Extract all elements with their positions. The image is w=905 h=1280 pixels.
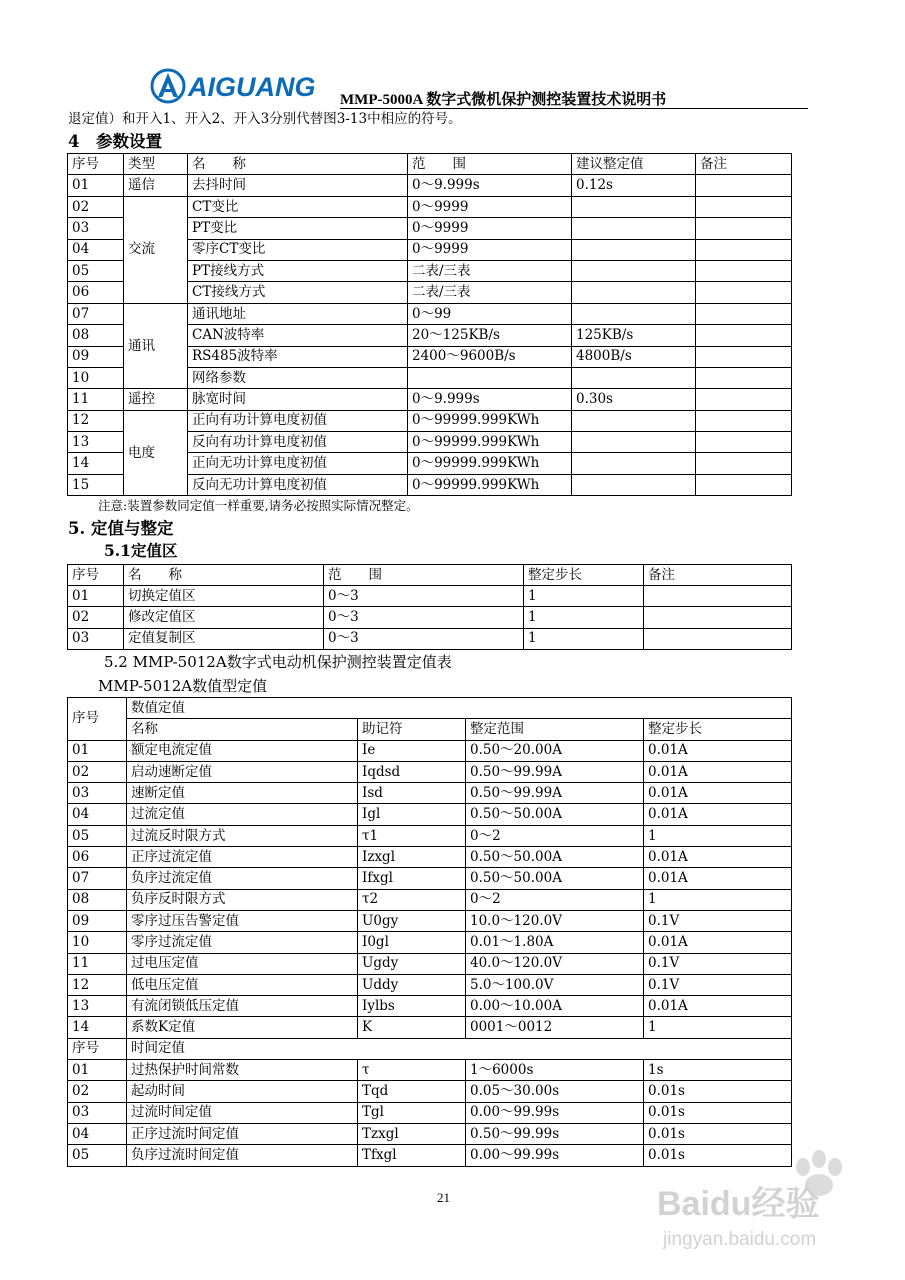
suggested-value-cell <box>572 367 696 388</box>
suggested-value-cell: 0.12s <box>572 175 696 196</box>
range-cell: 0～9.999s <box>408 389 572 410</box>
suggested-value-cell <box>572 410 696 431</box>
name-cell: 额定电流定值 <box>127 740 358 761</box>
range-cell: 0～2 <box>466 889 644 910</box>
type-cell: 交流 <box>124 196 188 303</box>
step-cell: 0.1V <box>644 974 792 995</box>
remark-cell <box>696 303 792 324</box>
type-cell: 遥控 <box>124 389 188 410</box>
remark-cell <box>696 196 792 217</box>
row-number: 13 <box>68 432 124 453</box>
mnemonic-cell: τ2 <box>358 889 466 910</box>
row-number: 03 <box>68 783 127 804</box>
step-cell: 0.01A <box>644 740 792 761</box>
row-number: 09 <box>68 910 127 931</box>
range-cell: 0.50～99.99s <box>466 1123 644 1144</box>
column-header: 序号 <box>68 154 124 175</box>
suggested-value-cell <box>572 260 696 281</box>
watermark-brand: Baidu经验 <box>657 1185 820 1223</box>
step-cell: 0.01s <box>644 1081 792 1102</box>
table-header-row <box>68 154 792 175</box>
step-cell: 0.01A <box>644 761 792 782</box>
table-row <box>68 1102 792 1123</box>
column-header: 助记符 <box>358 719 466 740</box>
remark-cell <box>644 628 792 649</box>
row-number: 01 <box>68 175 124 196</box>
range-cell: 0.00～99.99s <box>466 1102 644 1123</box>
table-row <box>68 974 792 995</box>
row-number: 15 <box>68 474 124 495</box>
column-header: 备注 <box>696 154 792 175</box>
table-row <box>68 889 792 910</box>
name-cell: CT变比 <box>188 196 408 217</box>
name-cell: CT接线方式 <box>188 282 408 303</box>
name-cell: 起动时间 <box>127 1081 358 1102</box>
group-header: 时间定值 <box>127 1038 792 1059</box>
row-number: 07 <box>68 303 124 324</box>
row-number: 08 <box>68 889 127 910</box>
range-cell: 0001～0012 <box>466 1017 644 1038</box>
section-5-1-heading: 5.1定值区 <box>104 541 178 560</box>
mnemonic-cell: Ugdy <box>358 953 466 974</box>
name-cell: 负序反时限方式 <box>127 889 358 910</box>
name-cell: 有流闭锁低压定值 <box>127 996 358 1017</box>
name-cell: 正序过流时间定值 <box>127 1123 358 1144</box>
range-cell: 0～3 <box>324 607 524 628</box>
mnemonic-cell: Iylbs <box>358 996 466 1017</box>
remark-cell <box>696 474 792 495</box>
remark-cell <box>696 453 792 474</box>
column-header: 整定范围 <box>466 719 644 740</box>
step-cell: 1 <box>644 825 792 846</box>
mnemonic-cell: Isd <box>358 783 466 804</box>
remark-cell <box>696 410 792 431</box>
type-cell: 电度 <box>124 410 188 496</box>
suggested-value-cell <box>572 218 696 239</box>
range-cell: 0.50～99.99A <box>466 761 644 782</box>
column-header: 整定步长 <box>524 565 644 586</box>
name-cell: 过电压定值 <box>127 953 358 974</box>
table-row <box>68 607 792 628</box>
row-number: 08 <box>68 325 124 346</box>
column-header: 备注 <box>644 565 792 586</box>
mnemonic-cell: K <box>358 1017 466 1038</box>
section-5-2-subheading: MMP-5012A数值型定值 <box>98 677 268 695</box>
row-number: 02 <box>68 761 127 782</box>
remark-cell <box>644 586 792 607</box>
name-cell: 过流反时限方式 <box>127 825 358 846</box>
table-row <box>68 783 792 804</box>
name-cell: 过流定值 <box>127 804 358 825</box>
name-cell: 正序过流定值 <box>127 847 358 868</box>
name-cell: PT变比 <box>188 218 408 239</box>
mnemonic-cell: Uddy <box>358 974 466 995</box>
mnemonic-cell: U0gy <box>358 910 466 931</box>
range-cell: 0.01～1.80A <box>466 932 644 953</box>
column-header: 名称 <box>127 719 358 740</box>
name-cell: 反向无功计算电度初值 <box>188 474 408 495</box>
range-cell: 0～3 <box>324 586 524 607</box>
column-header: 整定步长 <box>644 719 792 740</box>
table-row <box>68 1123 792 1144</box>
name-cell: 切换定值区 <box>124 586 324 607</box>
group-header: 数值定值 <box>127 698 792 719</box>
range-cell <box>408 367 572 388</box>
name-cell: 去抖时间 <box>188 175 408 196</box>
row-number: 01 <box>68 1060 127 1081</box>
range-cell: 0.50～50.00A <box>466 868 644 889</box>
name-cell: 修改定值区 <box>124 607 324 628</box>
remark-cell <box>696 346 792 367</box>
suggested-value-cell <box>572 453 696 474</box>
name-cell: PT接线方式 <box>188 260 408 281</box>
row-number: 05 <box>68 1145 127 1166</box>
table-row <box>68 847 792 868</box>
range-cell: 0.05～30.00s <box>466 1081 644 1102</box>
step-cell: 1s <box>644 1060 792 1081</box>
range-cell: 0～99999.999KWh <box>408 453 572 474</box>
range-cell: 0～99 <box>408 303 572 324</box>
row-number: 02 <box>68 1081 127 1102</box>
section-5-2-heading: 5.2 MMP-5012A数字式电动机保护测控装置定值表 <box>104 653 452 671</box>
column-header: 名 称 <box>124 565 324 586</box>
type-cell: 遥信 <box>124 175 188 196</box>
range-cell: 0～2 <box>466 825 644 846</box>
step-cell: 1 <box>644 889 792 910</box>
name-cell: 正向无功计算电度初值 <box>188 453 408 474</box>
mnemonic-cell: I0gl <box>358 932 466 953</box>
table-row <box>68 196 792 217</box>
name-cell: 低电压定值 <box>127 974 358 995</box>
row-number: 14 <box>68 1017 127 1038</box>
name-cell: 网络参数 <box>188 367 408 388</box>
remark-cell <box>696 389 792 410</box>
range-cell: 0～99999.999KWh <box>408 410 572 431</box>
page-number: 21 <box>437 1190 450 1205</box>
parameter-table <box>67 153 792 496</box>
motor-setting-table <box>67 697 792 1167</box>
table-row <box>68 953 792 974</box>
row-number: 05 <box>68 260 124 281</box>
table-row <box>68 910 792 931</box>
name-cell: 负序过流时间定值 <box>127 1145 358 1166</box>
range-cell: 5.0～100.0V <box>466 974 644 995</box>
document-title: MMP-5000A 数字式微机保护测控装置技术说明书 <box>340 92 667 108</box>
row-number: 04 <box>68 1123 127 1144</box>
range-cell: 0～9999 <box>408 196 572 217</box>
logo-wordmark: AIGUANG <box>188 72 316 102</box>
range-cell: 0～9.999s <box>408 175 572 196</box>
range-cell: 10.0～120.0V <box>466 910 644 931</box>
suggested-value-cell <box>572 239 696 260</box>
section-5-heading: 5. 定值与整定 <box>68 519 174 538</box>
row-number: 01 <box>68 740 127 761</box>
table-row <box>68 586 792 607</box>
remark-cell <box>696 325 792 346</box>
name-cell: 零序过流定值 <box>127 932 358 953</box>
baidu-watermark <box>655 1145 845 1255</box>
mnemonic-cell: Ie <box>358 740 466 761</box>
column-header: 序号 <box>68 1038 127 1059</box>
row-number: 11 <box>68 953 127 974</box>
step-cell: 0.1V <box>644 910 792 931</box>
name-cell: 脉宽时间 <box>188 389 408 410</box>
logo-emblem-icon <box>152 70 184 102</box>
step-cell: 0.01A <box>644 783 792 804</box>
step-cell: 0.01A <box>644 932 792 953</box>
group-header-row <box>68 1038 792 1059</box>
remark-cell <box>696 260 792 281</box>
name-cell: 系数K定值 <box>127 1017 358 1038</box>
suggested-value-cell <box>572 196 696 217</box>
table-row <box>68 740 792 761</box>
column-header: 序号 <box>68 698 127 741</box>
step-cell: 0.01A <box>644 996 792 1017</box>
table-row <box>68 410 792 431</box>
step-cell: 1 <box>644 1017 792 1038</box>
range-cell: 0～99999.999KWh <box>408 432 572 453</box>
remark-cell <box>696 432 792 453</box>
remark-cell <box>644 607 792 628</box>
range-cell: 0～3 <box>324 628 524 649</box>
suggested-value-cell: 0.30s <box>572 389 696 410</box>
table-row <box>68 1081 792 1102</box>
table-row <box>68 761 792 782</box>
row-number: 11 <box>68 389 124 410</box>
suggested-value-cell <box>572 303 696 324</box>
step-cell: 0.01s <box>644 1102 792 1123</box>
mnemonic-cell: Ifxgl <box>358 868 466 889</box>
watermark-url: jingyan.baidu.com <box>663 1229 817 1250</box>
suggested-value-cell <box>572 432 696 453</box>
row-number: 06 <box>68 847 127 868</box>
range-cell: 0～9999 <box>408 218 572 239</box>
row-number: 10 <box>68 367 124 388</box>
name-cell: 负序过流定值 <box>127 868 358 889</box>
range-cell: 2400～9600B/s <box>408 346 572 367</box>
type-cell: 通讯 <box>124 303 188 389</box>
row-number: 06 <box>68 282 124 303</box>
row-number: 09 <box>68 346 124 367</box>
range-cell: 0.50～20.00A <box>466 740 644 761</box>
step-cell: 1 <box>524 607 644 628</box>
range-cell: 0～99999.999KWh <box>408 474 572 495</box>
company-logo <box>150 66 336 106</box>
section-4-heading: 4 参数设置 <box>68 132 162 151</box>
range-cell: 40.0～120.0V <box>466 953 644 974</box>
table-row <box>68 804 792 825</box>
setting-zone-table <box>67 564 792 650</box>
remark-cell <box>696 239 792 260</box>
mnemonic-cell: Tzxgl <box>358 1123 466 1144</box>
step-cell: 0.01A <box>644 847 792 868</box>
remark-cell <box>696 218 792 239</box>
mnemonic-cell: τ <box>358 1060 466 1081</box>
name-cell: 速断定值 <box>127 783 358 804</box>
step-cell: 0.1V <box>644 953 792 974</box>
column-header: 类型 <box>124 154 188 175</box>
row-number: 03 <box>68 1102 127 1123</box>
table-row <box>68 932 792 953</box>
row-number: 02 <box>68 196 124 217</box>
mnemonic-cell: Igl <box>358 804 466 825</box>
suggested-value-cell <box>572 282 696 303</box>
remark-cell <box>696 175 792 196</box>
step-cell: 0.01s <box>644 1123 792 1144</box>
name-cell: 反向有功计算电度初值 <box>188 432 408 453</box>
row-number: 04 <box>68 804 127 825</box>
row-number: 13 <box>68 996 127 1017</box>
step-cell: 0.01A <box>644 868 792 889</box>
mnemonic-cell: τ1 <box>358 825 466 846</box>
column-header: 名 称 <box>188 154 408 175</box>
column-header: 范 围 <box>408 154 572 175</box>
range-cell: 二表/三表 <box>408 282 572 303</box>
mnemonic-cell: Tqd <box>358 1081 466 1102</box>
table-row <box>68 175 792 196</box>
group-header-row <box>68 698 792 719</box>
name-cell: RS485波特率 <box>188 346 408 367</box>
remark-cell <box>696 367 792 388</box>
row-number: 04 <box>68 239 124 260</box>
table-row <box>68 996 792 1017</box>
name-cell: 过流时间定值 <box>127 1102 358 1123</box>
row-number: 03 <box>68 218 124 239</box>
column-header: 建议整定值 <box>572 154 696 175</box>
table-row <box>68 825 792 846</box>
range-cell: 1～6000s <box>466 1060 644 1081</box>
table-row <box>68 628 792 649</box>
name-cell: 过热保护时间常数 <box>127 1060 358 1081</box>
row-number: 07 <box>68 868 127 889</box>
table-row <box>68 1017 792 1038</box>
row-number: 12 <box>68 974 127 995</box>
step-cell: 1 <box>524 628 644 649</box>
column-header: 范 围 <box>324 565 524 586</box>
intro-text: 退定值）和开入1、开入2、开入3分别代替图3-13中相应的符号。 <box>68 111 462 127</box>
row-number: 10 <box>68 932 127 953</box>
range-cell: 0.00～99.99s <box>466 1145 644 1166</box>
suggested-value-cell <box>572 474 696 495</box>
range-cell: 0.00～10.00A <box>466 996 644 1017</box>
table-row <box>68 303 792 324</box>
table-row <box>68 1060 792 1081</box>
mnemonic-cell: Iqdsd <box>358 761 466 782</box>
table-header-row <box>68 719 792 740</box>
remark-cell <box>696 282 792 303</box>
header-divider <box>340 108 808 109</box>
step-cell: 1 <box>524 586 644 607</box>
name-cell: 零序过压告警定值 <box>127 910 358 931</box>
row-number: 02 <box>68 607 124 628</box>
step-cell: 0.01s <box>644 1145 792 1166</box>
range-cell: 0.50～99.99A <box>466 783 644 804</box>
name-cell: 定值复制区 <box>124 628 324 649</box>
name-cell: 零序CT变比 <box>188 239 408 260</box>
row-number: 14 <box>68 453 124 474</box>
table-header-row <box>68 565 792 586</box>
suggested-value-cell: 4800B/s <box>572 346 696 367</box>
table-row <box>68 868 792 889</box>
range-cell: 0～9999 <box>408 239 572 260</box>
range-cell: 0.50～50.00A <box>466 804 644 825</box>
row-number: 03 <box>68 628 124 649</box>
step-cell: 0.01A <box>644 804 792 825</box>
name-cell: 正向有功计算电度初值 <box>188 410 408 431</box>
parameter-note: 注意:装置参数同定值一样重要,请务必按照实际情况整定。 <box>98 498 419 513</box>
range-cell: 0.50～50.00A <box>466 847 644 868</box>
name-cell: 通讯地址 <box>188 303 408 324</box>
row-number: 12 <box>68 410 124 431</box>
row-number: 01 <box>68 586 124 607</box>
suggested-value-cell: 125KB/s <box>572 325 696 346</box>
row-number: 05 <box>68 825 127 846</box>
range-cell: 二表/三表 <box>408 260 572 281</box>
column-header: 序号 <box>68 565 124 586</box>
range-cell: 20～125KB/s <box>408 325 572 346</box>
mnemonic-cell: Izxgl <box>358 847 466 868</box>
table-row <box>68 389 792 410</box>
name-cell: CAN波特率 <box>188 325 408 346</box>
name-cell: 启动速断定值 <box>127 761 358 782</box>
mnemonic-cell: Tfxgl <box>358 1145 466 1166</box>
mnemonic-cell: Tgl <box>358 1102 466 1123</box>
